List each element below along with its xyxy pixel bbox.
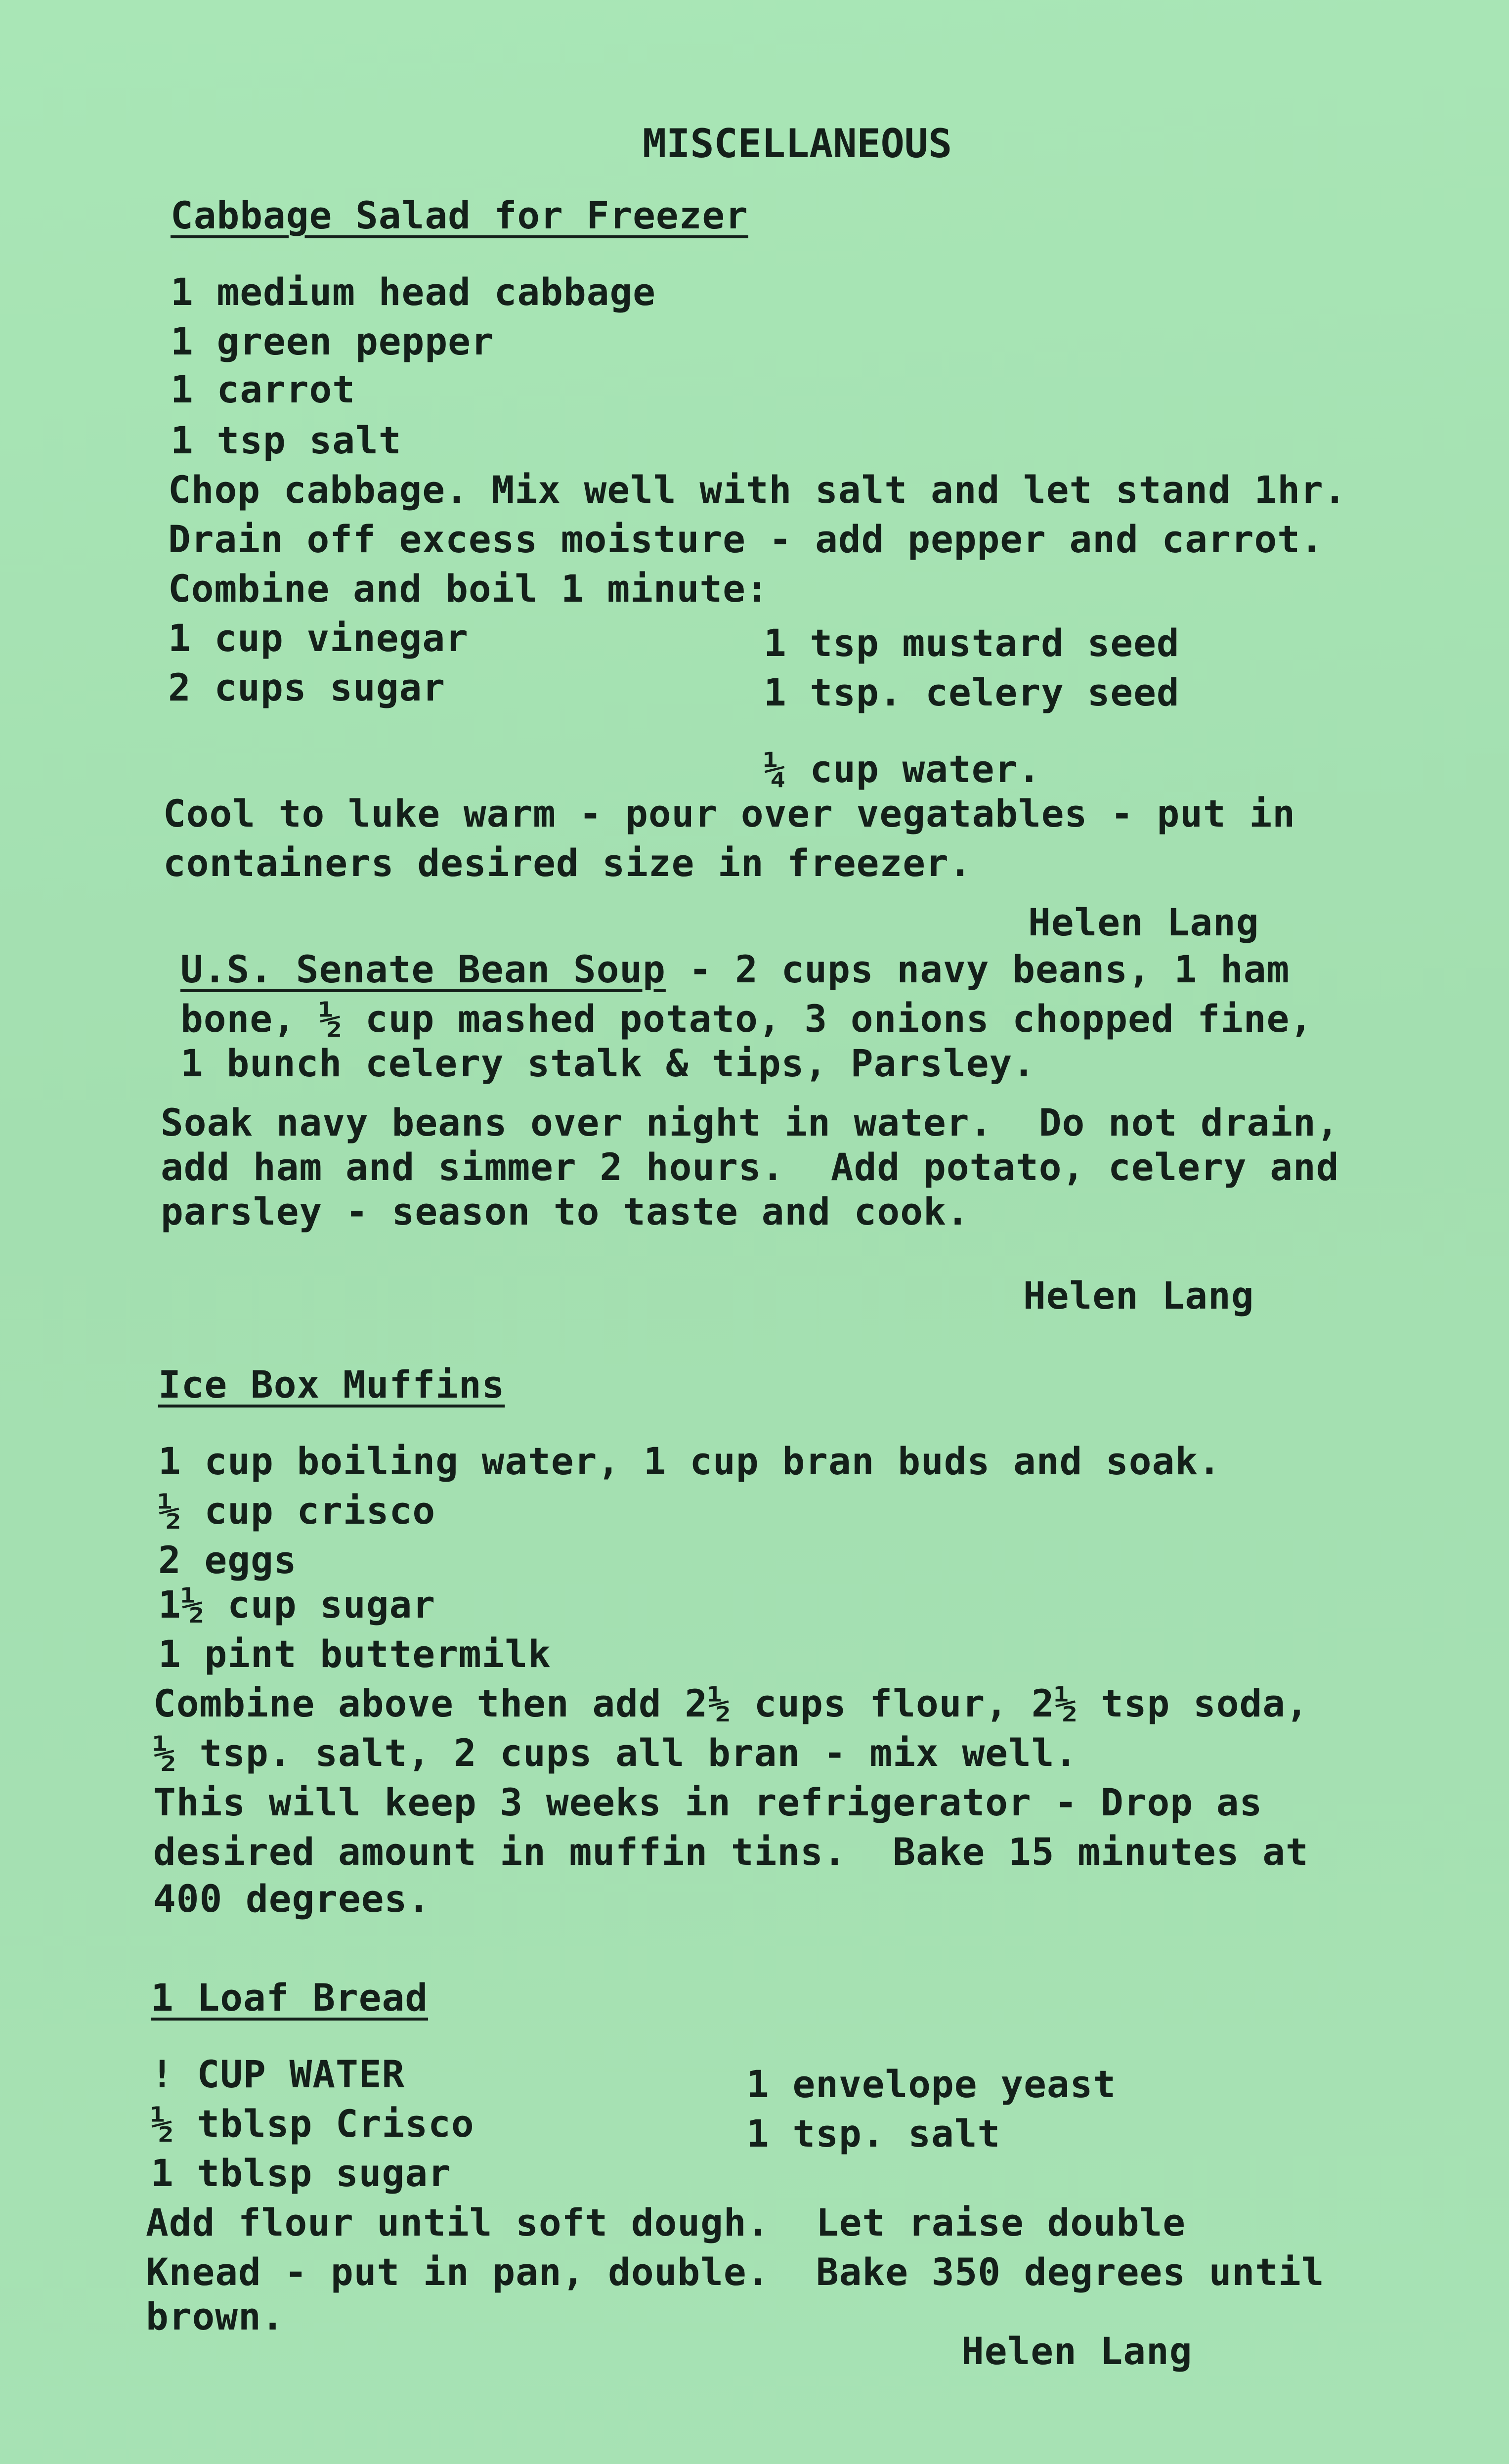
ingredient-right: 1 tsp mustard seed bbox=[764, 621, 1180, 665]
title-rest: - 2 cups navy beans, 1 ham bbox=[665, 947, 1290, 991]
ingredient-line: ½ cup crisco bbox=[158, 1489, 436, 1533]
instruction-line: 400 degrees. bbox=[153, 1877, 431, 1921]
ingredient-line: 1 medium head cabbage bbox=[171, 270, 656, 314]
ingredient-right: 1 envelope yeast bbox=[746, 2062, 1117, 2106]
ingredient-line: 1 carrot bbox=[171, 367, 356, 411]
instruction-line: 1 bunch celery stalk & tips, Parsley. bbox=[180, 1041, 1035, 1085]
ingredient-right: 1 tsp. celery seed bbox=[764, 670, 1180, 714]
ingredient-line: 1½ cup sugar bbox=[158, 1583, 436, 1627]
ingredient-left: 2 cups sugar bbox=[168, 665, 446, 709]
recipe-title-ice-box-muffins: Ice Box Muffins bbox=[158, 1363, 505, 1407]
ingredient-line: 1 tblsp sugar bbox=[151, 2151, 451, 2195]
ingredient-left: ! CUP WATER bbox=[151, 2052, 405, 2096]
page-heading: MISCELLANEOUS bbox=[643, 121, 952, 167]
ingredient-line: 1 pint buttermilk bbox=[158, 1632, 551, 1676]
instruction-line: brown. bbox=[146, 2294, 285, 2338]
ingredient-left: ½ tblsp Crisco bbox=[151, 2102, 474, 2146]
recipe-author: Helen Lang bbox=[1023, 1274, 1254, 1318]
recipe-author: Helen Lang bbox=[1028, 900, 1259, 944]
instruction-line: Knead - put in pan, double. Bake 350 degrees until bbox=[146, 2250, 1325, 2294]
ingredient-line: 1 tsp salt bbox=[171, 418, 402, 462]
recipe-author: Helen Lang bbox=[961, 2329, 1193, 2373]
instruction-line: parsley - season to taste and cook. bbox=[161, 1189, 970, 1233]
instruction-line: Drain off excess moisture - add pepper and carrot. bbox=[168, 517, 1324, 561]
instruction-line: ½ tsp. salt, 2 cups all bran - mix well. bbox=[153, 1731, 1078, 1775]
recipe-title-line bbox=[180, 947, 1290, 992]
ingredient-right: 1 tsp. salt bbox=[746, 2112, 1001, 2156]
instruction-line: Soak navy beans over night in water. Do not drain, bbox=[161, 1100, 1339, 1144]
instruction-line: bone, ½ cup mashed potato, 3 onions chopped fine, bbox=[180, 997, 1313, 1041]
instruction-line: Combine above then add 2½ cups flour, 2½ tsp soda, bbox=[153, 1681, 1309, 1725]
recipe-title-cabbage-salad: Cabbage Salad for Freezer bbox=[171, 193, 748, 237]
instruction-line: Add flour until soft dough. Let raise double bbox=[146, 2200, 1186, 2244]
ingredient-extra: ¼ cup water. bbox=[764, 747, 1041, 791]
instruction-line: add ham and simmer 2 hours. Add potato, celery and bbox=[161, 1145, 1339, 1189]
ingredient-left: 1 cup vinegar bbox=[168, 616, 469, 660]
ingredient-line: 1 green pepper bbox=[171, 319, 494, 363]
recipe-title-bean-soup: U.S. Senate Bean Soup bbox=[180, 947, 666, 991]
instruction-line: containers desired size in freezer. bbox=[163, 841, 972, 885]
instruction-line: desired amount in muffin tins. Bake 15 minutes at bbox=[153, 1830, 1309, 1874]
instruction-line: Combine and boil 1 minute: bbox=[168, 567, 769, 611]
instruction-line: Cool to luke warm - pour over vegatables - put in bbox=[163, 792, 1296, 836]
instruction-line: Chop cabbage. Mix well with salt and let stand 1hr. bbox=[168, 468, 1347, 512]
instruction-line: This will keep 3 weeks in refrigerator - Drop as bbox=[153, 1780, 1263, 1824]
instruction-line: 1 cup boiling water, 1 cup bran buds and soak. bbox=[158, 1439, 1221, 1483]
ingredient-line: 2 eggs bbox=[158, 1538, 297, 1582]
recipe-title-loaf-bread: 1 Loaf Bread bbox=[151, 1976, 429, 2020]
